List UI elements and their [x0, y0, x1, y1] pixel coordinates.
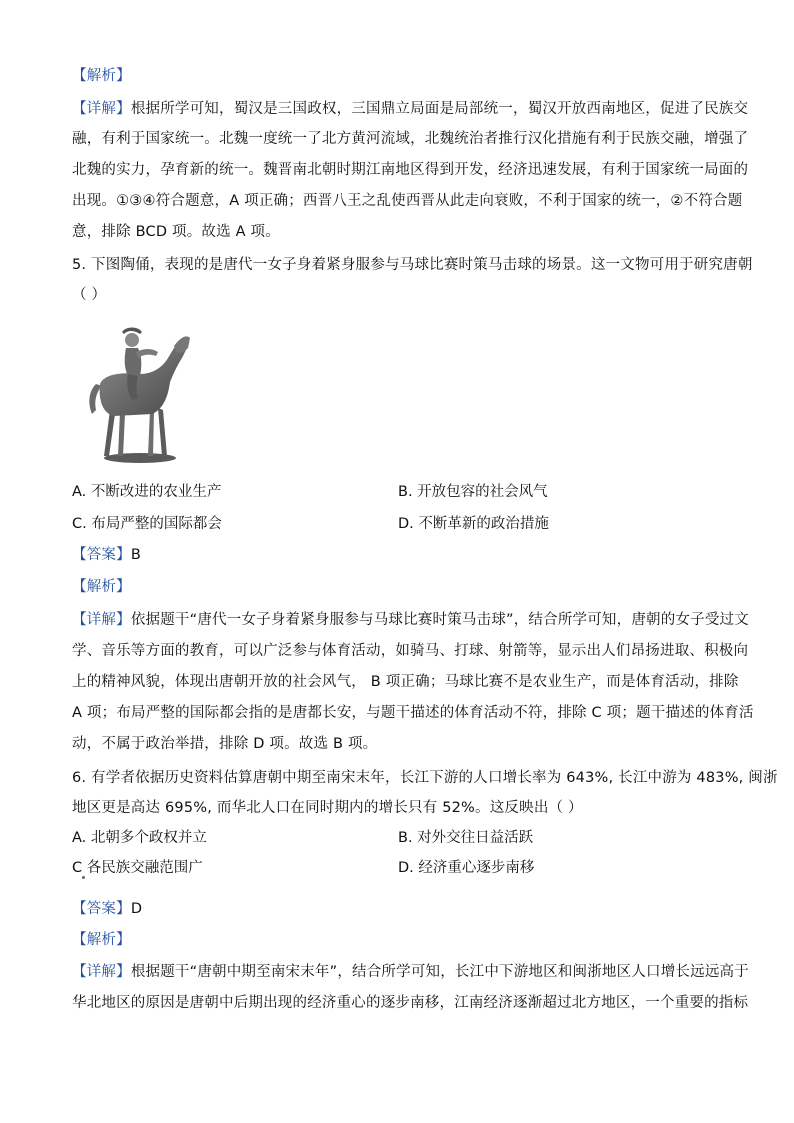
- detail-paragraph-line: 学、音乐等方面的教育，可以广泛参与体育活动，如骑马、打球、射箭等，显示出人们昂扬进取、积极向: [72, 643, 749, 659]
- answer-value: D: [130, 901, 143, 917]
- detail-paragraph-line: 动，不属于政治举措，排除 D 项。故选 B 项。: [72, 736, 378, 752]
- q6-option-b[interactable]: B. 对外交往日益活跃: [398, 830, 534, 846]
- detail-label: 【详解】: [72, 612, 131, 628]
- answer-label: 【答案】: [72, 547, 131, 563]
- q6-option-c[interactable]: C 各民族交融范围广: [72, 860, 203, 876]
- detail-paragraph-line: A 项；布局严整的国际都会指的是唐都长安，与题干描述的体育活动不符，排除 C 项；题干描述的体育活: [72, 705, 754, 721]
- detail-paragraph-line: 【详解】根据所学可知，蜀汉是三国政权，三国鼎立局面是局部统一，蜀汉开放西南地区，促进了民族交: [72, 101, 749, 117]
- q6-answer: [72, 899, 142, 919]
- answer-label: 【答案】: [72, 901, 131, 917]
- detail-paragraph-line: 【详解】根据题干“唐朝中期至南宋末年”，结合所学可知，长江中下游地区和闽浙地区人口增长远远高于: [72, 964, 749, 980]
- horse-rider-figurine-icon: [82, 318, 192, 468]
- detail-paragraph-line: 【详解】依据题干“唐代一女子身着紧身服参与马球比赛时策马击球”，结合所学可知，唐朝的女子受过文: [72, 612, 749, 628]
- q5-option-c[interactable]: C. 布局严整的国际都会: [72, 516, 222, 532]
- pottery-figurine-image: [82, 318, 192, 468]
- analysis-label: 【解析】: [72, 68, 131, 84]
- question-5-stem: 5. 下图陶俑，表现的是唐代一女子身着紧身服参与马球比赛时策马击球的场景。这一文物可用于研究唐朝: [72, 257, 753, 273]
- stray-mark: [82, 876, 85, 879]
- detail-label: 【详解】: [72, 964, 131, 980]
- q5-option-d[interactable]: D. 不断革新的政治措施: [398, 516, 549, 532]
- detail-paragraph-line: 华北地区的原因是唐朝中后期出现的经济重心的逐步南移，江南经济逐渐超过北方地区，一个重要的指标: [72, 995, 749, 1011]
- answer-value: B: [130, 547, 141, 563]
- q6-option-d[interactable]: D. 经济重心逐步南移: [398, 860, 535, 876]
- q5-option-a[interactable]: A. 不断改进的农业生产: [72, 484, 222, 500]
- question-5-bracket: （ ）: [72, 287, 107, 303]
- analysis-label: 【解析】: [72, 932, 131, 948]
- q6-option-a[interactable]: A. 北朝多个政权并立: [72, 830, 207, 846]
- detail-paragraph-line: 北魏的实力，孕育新的统一。魏晋南北朝时期江南地区得到开发，经济迅速发展，有利于国家统一局面的: [72, 162, 749, 178]
- detail-paragraph-line: 意，排除 BCD 项。故选 A 项。: [72, 224, 280, 240]
- detail-paragraph-line: 出现。①③④符合题意，A 项正确；西晋八王之乱使西晋从此走向衰败，不利于国家的统一，②不符合题: [72, 193, 743, 209]
- analysis-label: 【解析】: [72, 579, 131, 595]
- detail-paragraph-line: 融，有利于国家统一。北魏一度统一了北方黄河流域，北魏统治者推行汉化措施有利于民族交融，增强了: [72, 131, 749, 147]
- detail-paragraph-line: 上的精神风貌，体现出唐朝开放的社会风气， B 项正确；马球比赛不是农业生产，而是体育活动，排除: [72, 674, 739, 690]
- question-6-stem: 6. 有学者依据历史资料估算唐朝中期至南宋末年，长江下游的人口增长率为 643%, 长江中游为 483%, 闽浙: [72, 770, 778, 786]
- q5-answer: [72, 545, 141, 565]
- question-6-stem-cont: 地区更是高达 695%, 而华北人口在同时期内的增长只有 52%。这反映出（ ）: [72, 800, 583, 816]
- q5-option-b[interactable]: B. 开放包容的社会风气: [398, 484, 548, 500]
- detail-label: 【详解】: [72, 101, 131, 117]
